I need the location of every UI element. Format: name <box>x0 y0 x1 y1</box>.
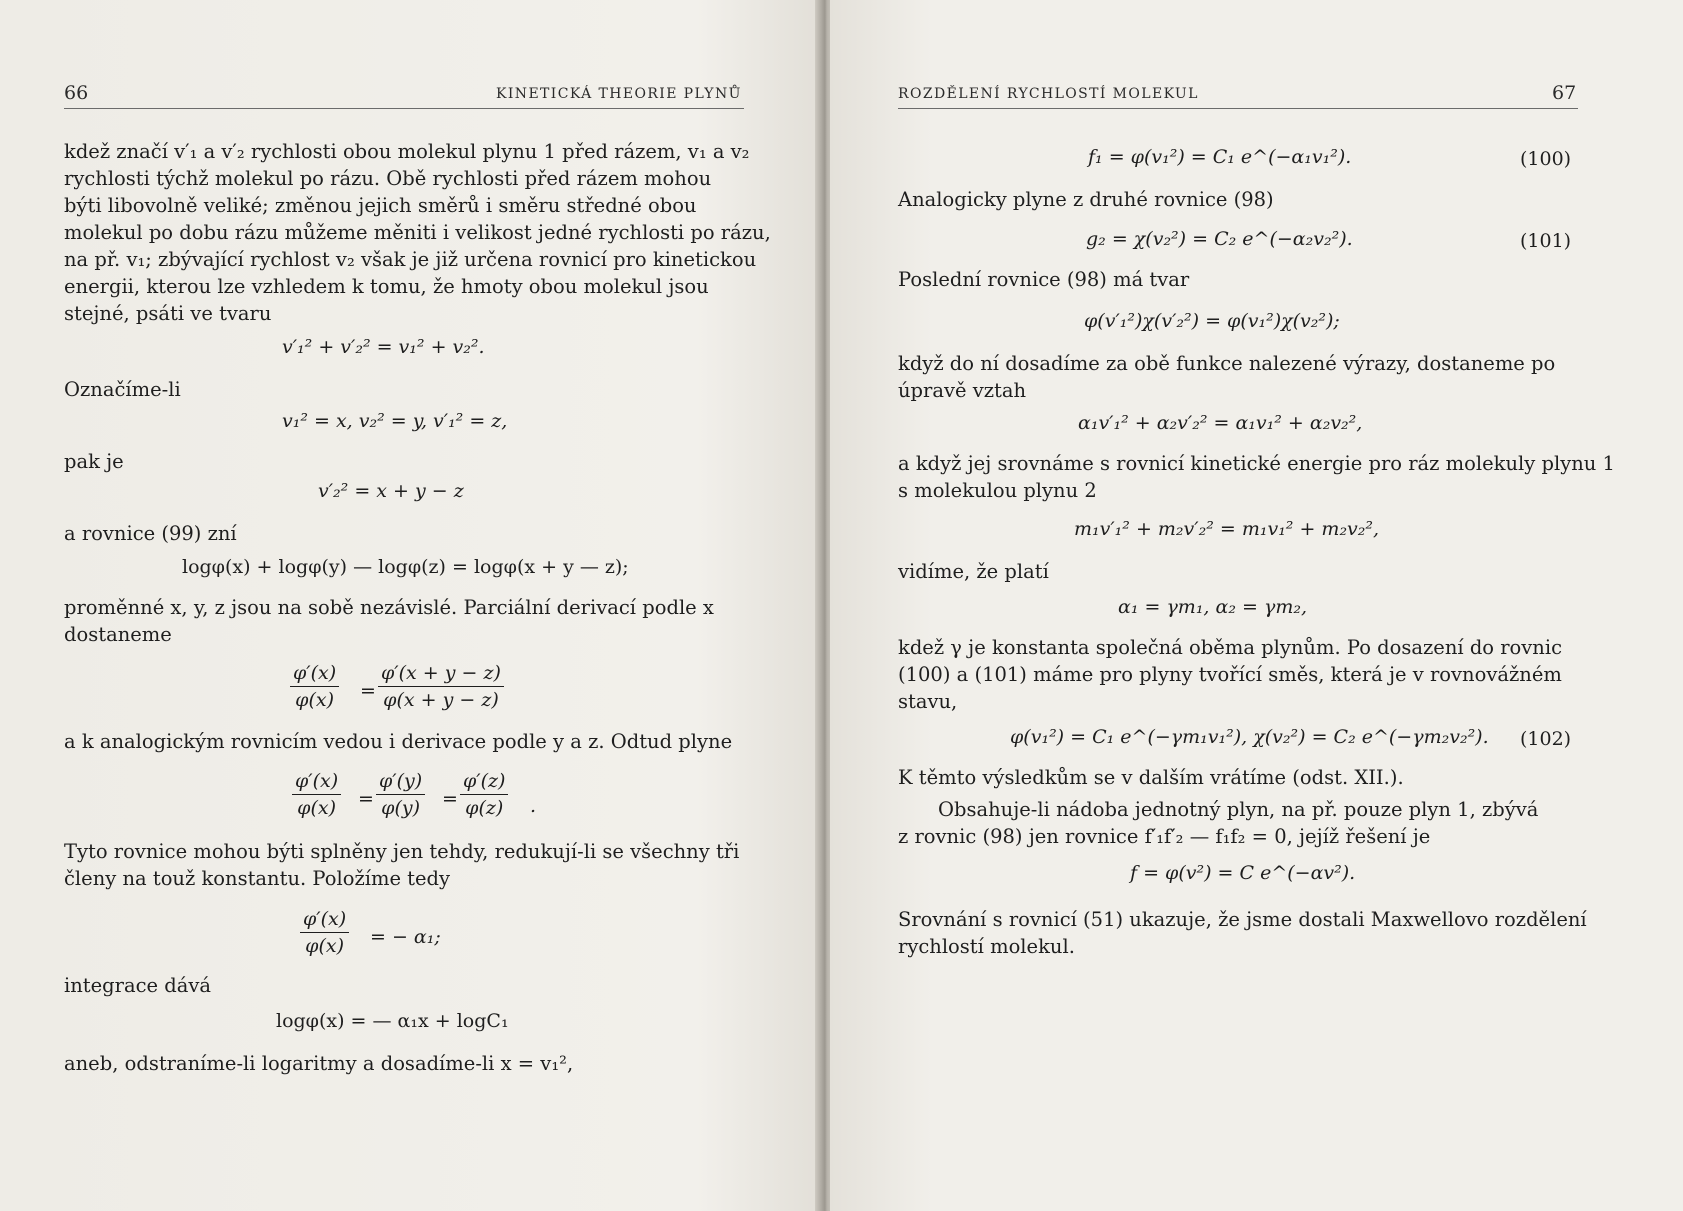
text-line: stejné, psáti ve tvaru <box>64 302 272 325</box>
equation-gamma: α₁ = γm₁, α₂ = γm₂, <box>1118 596 1307 618</box>
text-line: energii, kterou lze vzhledem k tomu, že hmoty obou molekul jsou <box>64 275 709 298</box>
equation-maxwell: f = φ(v²) = C e^(−αv²). <box>1130 862 1356 884</box>
text-line: stavu, <box>898 690 958 713</box>
equation-102: φ(v₁²) = C₁ e^(−γm₁v₁²), χ(v₂²) = C₂ e^(−γm₂v₂²). <box>1010 726 1489 748</box>
equation-log-c: logφ(x) = — α₁x + logC₁ <box>276 1010 509 1032</box>
text-line: na př. v₁; zbývající rychlost v₂ však je již určena rovnicí pro kinetickou <box>64 248 757 271</box>
label-rovnice-99: a rovnice (99) zní <box>64 522 237 545</box>
equation-101: g₂ = χ(v₂²) = C₂ e^(−α₂v₂²). <box>1086 228 1353 250</box>
text-line: (100) a (101) máme pro plyny tvořící směs, která je v rovnovážném <box>898 663 1562 686</box>
label-oznacime: Označíme-li <box>64 378 181 401</box>
fraction: $\frac{\varphi'(x)}{\varphi(x)}$ <box>292 770 341 819</box>
text-line: K těmto výsledkům se v dalším vrátíme (odst. XII.). <box>898 766 1404 789</box>
text-line: molekul po dobu rázu můžeme měniti i velikost jedné rychlosti po rázu, <box>64 221 771 244</box>
fraction: $\frac{\varphi'(x + y - z)}{\varphi(x + y - z)}$ <box>378 662 504 711</box>
text-line: proměnné x, y, z jsou na sobě nezávislé. Parciální derivací podle x <box>64 596 714 619</box>
fraction: $\frac{\varphi'(y)}{\varphi(y)}$ <box>376 770 425 819</box>
equation-number: (100) <box>1520 148 1572 170</box>
text-line: kdež značí v′₁ a v′₂ rychlosti obou molekul plynu 1 před rázem, v₁ a v₂ <box>64 140 750 163</box>
equation-energy: v′₁² + v′₂² = v₁² + v₂². <box>282 336 485 358</box>
text-line: vidíme, že platí <box>898 560 1049 583</box>
text-line: Obsahuje-li nádoba jednotný plyn, na př. pouze plyn 1, zbývá <box>938 798 1539 821</box>
header-rule-right <box>898 108 1578 109</box>
text-line: kdež γ je konstanta společná oběma plynům. Po dosazení do rovnic <box>898 636 1563 659</box>
text-line: a když jej srovnáme s rovnicí kinetické energie pro ráz molekuly plynu 1 <box>898 452 1615 475</box>
fraction: $\frac{\varphi'(z)}{\varphi(z)}$ <box>460 770 508 819</box>
equation-product: φ(v′₁²)χ(v′₂²) = φ(v₁²)χ(v₂²); <box>1084 310 1340 332</box>
fraction: $\frac{\varphi'(x)}{\varphi(x)}$ <box>300 908 349 957</box>
text-line: Analogicky plyne z druhé rovnice (98) <box>898 188 1274 211</box>
text-line: když do ní dosadíme za obě funkce nalezené výrazy, dostaneme po <box>898 352 1556 375</box>
text-line: rychlosti týchž molekul po rázu. Obě rychlosti před rázem mohou <box>64 167 712 190</box>
page-number-right: 67 <box>1552 82 1577 104</box>
header-rule-left <box>64 108 744 109</box>
equation-number: (101) <box>1520 230 1572 252</box>
equation-v2: v′₂² = x + y − z <box>318 480 464 502</box>
left-page: 66 KINETICKÁ THEORIE PLYNŮ kdež značí v′₁ a v′₂ rychlosti obou molekul plynu 1 před rázem, v₁ a v₂ rychlosti týchž molekul po rázu. Obě rychlosti před rázem mohou býti libovolně veliké; změnou jejich směrů i směru středné obou molekul po dobu rázu můžeme měniti i velikost jedné rychlosti po rázu, na př. v₁; zbývající rychlost v₂ však je již určena rovnicí pro kinetickou energii, kterou lze vzhledem k tomu, že hmoty obou molekul jsou stejné, psáti ve tvaru v′₁² + v′₂² = v₁² + v₂². Označíme-li v₁² = x, v₂² = y, v′₁² = z, pak je v′₂² = x + y − z a rovnice (99) zní logφ(x) + logφ(y) — logφ(z) = logφ(x + y — z); proměnné x, y, z jsou na sobě nezávislé. Parciální derivací podle x dostaneme $\frac{\varphi'(x)}{\varphi(x)}$ = $\frac{\varphi'(x + y - z)}{\varphi(x + y - z)}$ a k analogickým rovnicím vedou i derivace podle y a z. Odtud plyne $\frac{\varphi'(x)}{\varphi(x)}$ = $\frac{\varphi'(y)}{\varphi(y)}$ = $\frac{\varphi'(z)}{\varphi(z)}$ . Tyto rovnice mohou býti splněny jen tehdy, redukují-li se všechny tři členy na touž konstantu. Položíme tedy $\frac{\varphi'(x)}{\varphi(x)}$ = − α₁; integrace dává logφ(x) = — α₁x + logC₁ aneb, odstraníme-li logaritmy a dosadíme-li x = v₁², <box>0 0 820 1211</box>
equation-log: logφ(x) + logφ(y) — logφ(z) = logφ(x + y — z); <box>182 556 629 578</box>
text-line: z rovnic (98) jen rovnice f′₁f′₂ — f₁f₂ = 0, jejíž řešení je <box>898 825 1431 848</box>
equation-alpha: α₁v′₁² + α₂v′₂² = α₁v₁² + α₂v₂², <box>1078 412 1363 434</box>
label-integrace: integrace dává <box>64 974 212 997</box>
text-line: s molekulou plynu 2 <box>898 479 1097 502</box>
text-line: členy na touž konstantu. Položíme tedy <box>64 867 451 890</box>
text-line: Poslední rovnice (98) má tvar <box>898 268 1190 291</box>
text-line: a k analogickým rovnicím vedou i derivace podle y a z. Odtud plyne <box>64 730 733 753</box>
page-number-left: 66 <box>64 82 89 104</box>
text-line: aneb, odstraníme-li logaritmy a dosadíme-li x = v₁², <box>64 1052 574 1075</box>
right-page <box>830 0 1683 1211</box>
equation-100: f₁ = φ(v₁²) = C₁ e^(−α₁v₁²). <box>1088 146 1352 168</box>
text-line: rychlostí molekul. <box>898 935 1075 958</box>
text-line: Srovnání s rovnicí (51) ukazuje, že jsme dostali Maxwellovo rozdělení <box>898 908 1587 931</box>
label-pak-je: pak je <box>64 450 124 473</box>
running-head-left: KINETICKÁ THEORIE PLYNŮ <box>496 86 742 102</box>
text-line: dostaneme <box>64 623 172 646</box>
equation-number: (102) <box>1520 728 1572 750</box>
text-line: býti libovolně veliké; změnou jejich směrů i směru středné obou <box>64 194 697 217</box>
equation-mass: m₁v′₁² + m₂v′₂² = m₁v₁² + m₂v₂², <box>1074 518 1380 540</box>
text-line: úpravě vztah <box>898 379 1027 402</box>
equation-substitution: v₁² = x, v₂² = y, v′₁² = z, <box>282 410 508 432</box>
fraction: $\frac{\varphi'(x)}{\varphi(x)}$ <box>290 662 339 711</box>
running-head-right: ROZDĚLENÍ RYCHLOSTÍ MOLEKUL <box>898 86 1199 102</box>
text-line: Tyto rovnice mohou býti splněny jen tehdy, redukují-li se všechny tři <box>64 840 740 863</box>
